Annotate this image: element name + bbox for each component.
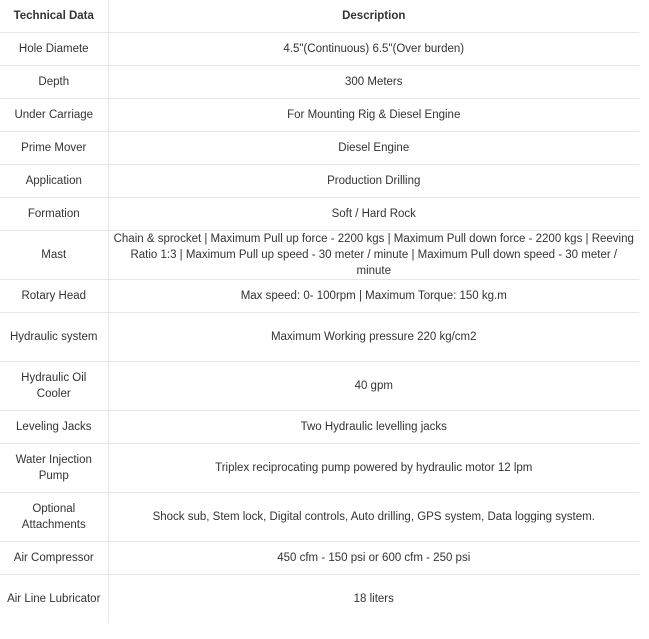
table-row — [0, 444, 639, 493]
table-row — [0, 411, 639, 444]
row-value: Two Hydraulic levelling jacks — [108, 411, 639, 444]
row-label: Application — [0, 165, 108, 198]
row-label: Air Compressor — [0, 542, 108, 575]
table-row — [0, 198, 639, 231]
table-row — [0, 231, 639, 280]
row-value: 450 cfm - 150 psi or 600 cfm - 250 psi — [108, 542, 639, 575]
table-row — [0, 575, 639, 624]
row-label: Depth — [0, 66, 108, 99]
row-label: Hydraulic Oil Cooler — [0, 362, 108, 411]
table-row — [0, 33, 639, 66]
row-value: Diesel Engine — [108, 132, 639, 165]
table-header-row — [0, 0, 639, 33]
row-label: Prime Mover — [0, 132, 108, 165]
table-row — [0, 280, 639, 313]
row-value: For Mounting Rig & Diesel Engine — [108, 99, 639, 132]
row-label: Under Carriage — [0, 99, 108, 132]
table-row — [0, 362, 639, 411]
row-label: Formation — [0, 198, 108, 231]
row-label: Mast — [0, 231, 108, 280]
row-label: Air Line Lubricator — [0, 575, 108, 624]
row-value: Maximum Working pressure 220 kg/cm2 — [108, 313, 639, 362]
row-label: Hole Diamete — [0, 33, 108, 66]
row-value: 4.5"(Continuous) 6.5"(Over burden) — [108, 33, 639, 66]
column-header-technical-data: Technical Data — [0, 0, 108, 33]
table-row — [0, 99, 639, 132]
row-label: Hydraulic system — [0, 313, 108, 362]
row-value: Soft / Hard Rock — [108, 198, 639, 231]
column-header-description: Description — [108, 0, 639, 33]
table-row — [0, 165, 639, 198]
row-label: Optional Attachments — [0, 493, 108, 542]
row-value: 300 Meters — [108, 66, 639, 99]
row-value: Chain & sprocket | Maximum Pull up force - 2200 kgs | Maximum Pull down force - 2200 kgs | Reeving Ratio 1:3 | Maximum Pull up speed - 30 meter / minute | Maximum Pull down speed - 30 meter / minute — [108, 231, 639, 280]
row-value: Production Drilling — [108, 165, 639, 198]
row-label: Water Injection Pump — [0, 444, 108, 493]
table-row — [0, 66, 639, 99]
table-row — [0, 132, 639, 165]
row-value: Max speed: 0- 100rpm | Maximum Torque: 150 kg.m — [108, 280, 639, 313]
table-row — [0, 313, 639, 362]
row-value: Triplex reciprocating pump powered by hydraulic motor 12 lpm — [108, 444, 639, 493]
row-label: Rotary Head — [0, 280, 108, 313]
row-value: 40 gpm — [108, 362, 639, 411]
table-row — [0, 493, 639, 542]
row-label: Leveling Jacks — [0, 411, 108, 444]
row-value: Shock sub, Stem lock, Digital controls, Auto drilling, GPS system, Data logging system. — [108, 493, 639, 542]
table-row — [0, 542, 639, 575]
row-value: 18 liters — [353, 593, 394, 605]
